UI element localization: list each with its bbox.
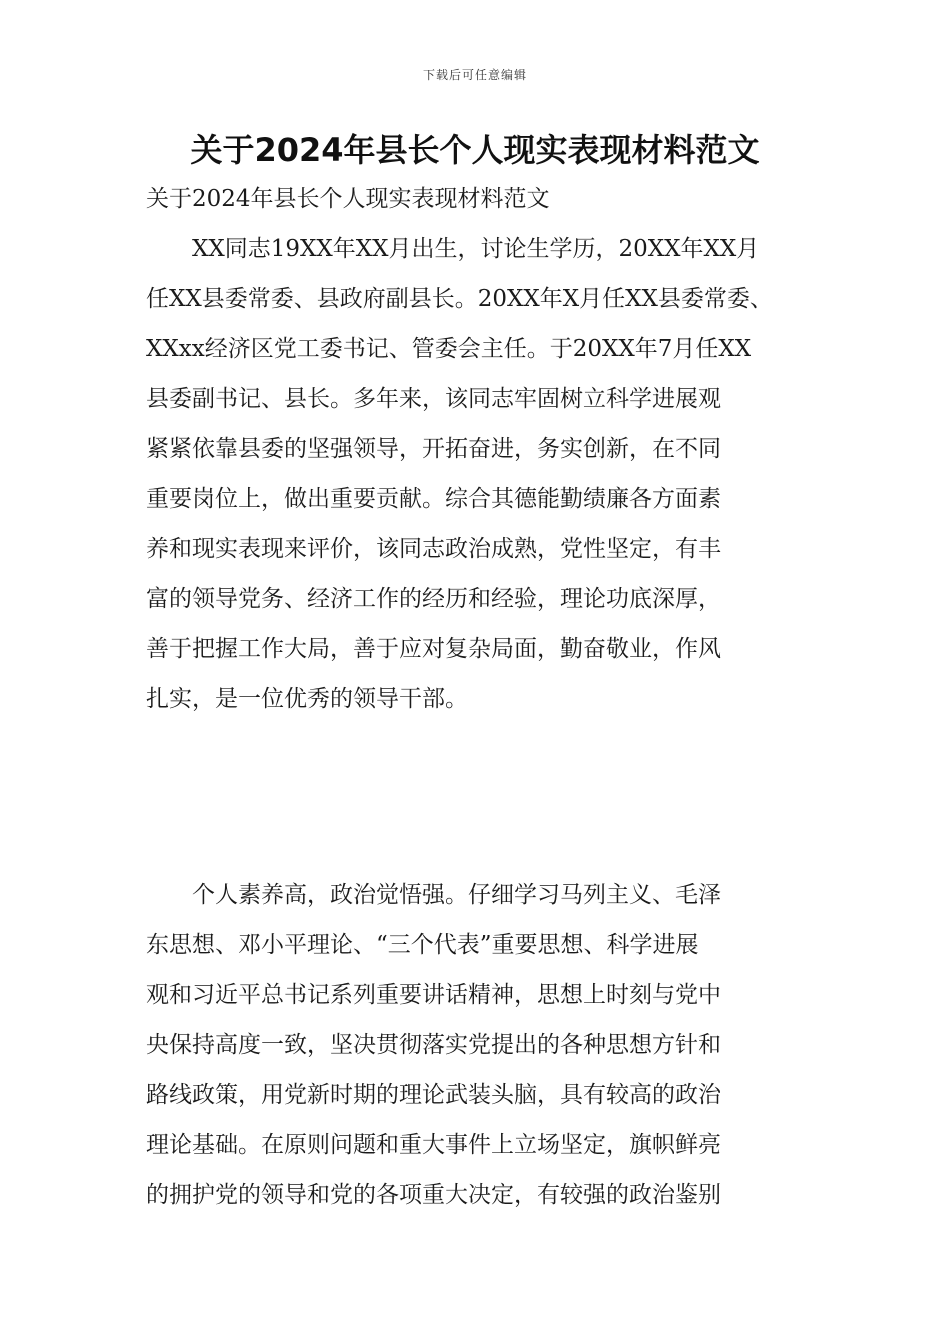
text-line: 重要岗位上，做出重要贡献。综合其德能勤绩廉各方面素 xyxy=(146,486,721,512)
text-line: 个人素养高，政治觉悟强。仔细学习马列主义、毛泽 xyxy=(146,882,721,908)
text-line: 任XX县委常委、县政府副县长。20XX年X月任XX县委常委、 xyxy=(146,286,773,312)
text-line: 央保持高度一致，坚决贯彻落实党提出的各种思想方针和 xyxy=(146,1032,721,1058)
text-line: 紧紧依靠县委的坚强领导，开拓奋进，务实创新，在不同 xyxy=(146,436,721,462)
text-line: 东思想、邓小平理论、“三个代表”重要思想、科学进展 xyxy=(146,932,699,958)
header-note: 下载后可任意编辑 xyxy=(422,68,527,82)
document-subtitle: 关于2024年县长个人现实表现材料范文 xyxy=(146,186,550,212)
text-line: 县委副书记、县长。多年来，该同志牢固树立科学进展观 xyxy=(146,386,721,412)
text-line: XXxx经济区党工委书记、管委会主任。于20XX年7月任XX xyxy=(146,336,752,362)
paragraph-political-quality xyxy=(146,877,826,1227)
text-line: 富的领导党务、经济工作的经历和经验，理论功底深厚， xyxy=(146,586,721,612)
document-title: 关于2024年县长个人现实表现材料范文 xyxy=(190,131,760,169)
text-line: 路线政策，用党新时期的理论武装头脑，具有较高的政治 xyxy=(146,1082,721,1108)
text-line: 理论基础。在原则问题和重大事件上立场坚定，旗帜鲜亮 xyxy=(146,1132,721,1158)
text-line: 扎实，是一位优秀的领导干部。 xyxy=(146,686,468,712)
text-line: 的拥护党的领导和党的各项重大决定，有较强的政治鉴别 xyxy=(146,1182,721,1208)
paragraph-intro xyxy=(146,231,826,731)
text-line: 养和现实表现来评价，该同志政治成熟，党性坚定，有丰 xyxy=(146,536,721,562)
text-line: 善于把握工作大局，善于应对复杂局面，勤奋敬业，作风 xyxy=(146,636,721,662)
text-line: XX同志19XX年XX月出生，讨论生学历，20XX年XX月 xyxy=(146,236,760,262)
text-line: 观和习近平总书记系列重要讲话精神，思想上时刻与党中 xyxy=(146,982,721,1008)
